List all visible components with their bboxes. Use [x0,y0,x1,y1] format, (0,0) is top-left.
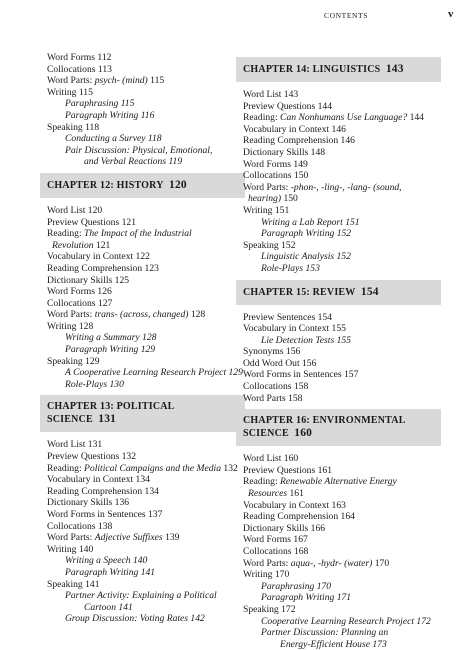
toc-entry-text: 161 [287,488,304,500]
toc-entry-text: 170 [372,557,390,569]
toc-entry: Paraphrasing 170 [261,580,332,592]
toc-entry: Lie Detection Tests 155 [261,334,351,346]
chapter-heading-line [243,427,435,440]
toc-entry-text: 128 [188,309,206,321]
toc-entry: Pair Discussion: Physical, Emotional, [65,144,213,156]
chapter-page-number: 154 [360,285,379,298]
toc-entry: Word Forms 167 [243,534,308,546]
toc-entry: Word Forms 149 [243,158,308,170]
toc-entry [40,309,245,321]
toc-entry: Writing 151 [243,204,290,216]
toc-entry: Writing a Lab Report 151 [261,216,360,228]
toc-entry [236,182,441,194]
toc-entry: Speaking 172 [243,603,296,615]
toc-entry: Linguistic Analysis 152 [261,251,351,263]
toc-entry [40,463,245,475]
toc-entry: Vocabulary in Context 134 [47,474,150,486]
toc-entry: Writing a Speech 140 [65,555,148,567]
toc-entry [40,228,245,240]
toc-entry-text: Reading: [47,228,85,240]
toc-entry-text: Word Parts: [243,557,291,569]
toc-entry: Preview Questions 132 [47,451,136,463]
toc-entry: Writing 128 [47,320,94,332]
toc-entry: Reading Comprehension 123 [47,262,159,274]
toc-entry-text: Word Parts: [243,181,291,193]
toc-entry: Partner Activity: Explaining a Political [65,590,217,602]
toc-entry: Speaking 118 [47,121,100,133]
toc-entry: Word List 131 [47,439,103,451]
toc-entry: Partner Discussion: Planning an [261,627,389,639]
toc-entry: Collocations 127 [47,297,113,309]
chapter-title: CHAPTER 15: REVIEW [243,286,356,298]
toc-entry: Vocabulary in Context 163 [243,499,346,511]
toc-entry-title: psych- (mind) [94,75,148,87]
toc-entry-title: The Impact of the Industrial [84,228,192,240]
chapter-heading [236,409,441,446]
toc-entry: Collocations 158 [243,381,309,393]
toc-entry: Speaking 141 [47,578,100,590]
toc-entry: Preview Questions 144 [243,100,332,112]
toc-entry: Paragraph Writing 152 [261,228,352,240]
chapter-heading [40,173,245,198]
toc-entry-text: Word Parts: [47,309,95,321]
toc-entry: Word Parts 158 [243,392,303,404]
chapter-title: CHAPTER 12: HISTORY [47,179,164,191]
toc-entry: Writing a Summary 128 [65,332,157,344]
toc-entry: Role-Plays 130 [65,378,124,390]
chapter-heading [40,395,245,432]
toc-entry: Word Forms in Sentences 157 [243,369,359,381]
chapter-page-number: 160 [294,427,313,440]
toc-entry: Preview Questions 161 [243,464,332,476]
toc-entry: Speaking 152 [243,239,296,251]
toc-entry: Collocations 150 [243,170,309,182]
toc-entry: Group Discussion: Voting Rates 142 [65,613,205,625]
chapter-title: CHAPTER 16: ENVIRONMENTAL [243,415,406,427]
toc-entry-text: Reading: [243,476,281,488]
toc-entry: Writing 140 [47,543,94,555]
toc-entry: Reading Comprehension 134 [47,485,159,497]
toc-entry: Dictionary Skills 136 [47,497,130,509]
toc-entry-title: trans- (across, changed) [94,309,189,321]
chapter-heading [236,280,441,305]
toc-entry-text: 139 [162,532,180,544]
toc-entry: Writing 170 [243,569,290,581]
chapter-title: CHAPTER 13: POLITICAL SCIENCE [47,401,174,426]
running-header-title: CONTENTS [324,11,368,20]
toc-entry: Vocabulary in Context 146 [243,123,346,135]
toc-entry-title: Political Campaigns and the Media [84,462,222,474]
toc-entry-text: Reading: [243,112,281,124]
toc-entry: Word Forms 112 [47,52,112,63]
toc-entry: Collocations 113 [47,63,112,75]
chapter-heading-line [243,63,435,76]
chapter-heading-line [47,179,239,192]
toc-entry: Word Forms 126 [47,286,112,298]
toc-entry: Dictionary Skills 125 [47,274,130,286]
toc-entry [236,112,441,124]
chapter-title: SCIENCE [243,428,289,440]
toc-entry: Cartoon 141 [84,601,133,613]
toc-entry-title: Revolution [52,239,94,251]
toc-entry: A Cooperative Learning Research Project 129 [65,367,243,379]
toc-entry-text: Word Parts: [47,532,95,544]
toc-entry-title: -phon-, -ling-, -lang- (sound, [290,181,402,193]
toc-entry: Dictionary Skills 166 [243,522,326,534]
toc-entry [40,240,245,252]
toc-entry: Writing 115 [47,86,93,98]
chapter-title: CHAPTER 14: LINGUISTICS [243,64,381,75]
toc-entry: Paragraph Writing 116 [65,109,155,121]
toc-entry-text: 144 [407,112,424,124]
toc-entry: Cooperative Learning Research Project 172 [261,615,431,627]
toc-entry-title: hearing) [248,193,282,205]
toc-entry: Preview Sentences 154 [243,311,332,323]
toc-entry: Dictionary Skills 148 [243,146,326,158]
toc-entry: Synonyms 156 [243,346,301,358]
toc-entry: Paragraph Writing 141 [65,566,156,578]
toc-entry [40,75,245,87]
toc-entry: Conducting a Survey 118 [65,133,162,145]
chapter-heading-line [243,286,435,299]
toc-entry: Word List 120 [47,204,103,216]
toc-entry-text: 121 [93,239,111,251]
toc-entry-title: Can Nonhumans Use Language? [280,112,408,124]
toc-entry: Paraphrasing 115 [65,98,135,110]
toc-left-column [40,52,245,625]
toc-entry-title: aqua-, -hydr- (water) [290,557,373,569]
toc-entry: Energy-Efficient House 173 [280,638,387,650]
chapter-heading-line [243,415,435,427]
toc-right-column [236,52,441,650]
toc-entry [236,476,441,488]
chapter-heading-line [47,401,239,426]
toc-entry [236,558,441,570]
toc-entry: Preview Questions 121 [47,216,136,228]
toc-entry: Speaking 129 [47,355,100,367]
toc-entry: Word List 143 [243,89,299,100]
chapter-page-number: 131 [98,413,117,426]
toc-entry-title: Adjective Suffixes [94,532,163,544]
toc-entry: Reading Comprehension 146 [243,135,355,147]
toc-entry-text: 150 [281,193,298,205]
toc-entry: Reading Comprehension 164 [243,511,355,523]
toc-entry: Word List 160 [243,453,299,465]
toc-entry-text: 115 [147,75,165,87]
toc-entry: Vocabulary in Context 155 [243,323,346,335]
toc-entry [236,488,441,500]
toc-entry: Word Forms in Sentences 137 [47,509,163,520]
page-number: v [448,8,454,20]
toc-entry [236,193,441,205]
toc-entry-text: 132 [221,462,238,474]
toc-entry [40,532,245,544]
toc-entry-title: Renewable Alternative Energy [280,476,397,488]
chapter-page-number: 120 [169,178,187,191]
toc-entry-title: Resources [248,488,288,500]
toc-entry: Odd Word Out 156 [243,357,317,369]
toc-entry-text: Word Parts: [47,75,95,87]
toc-entry: and Verbal Reactions 119 [84,156,183,168]
toc-entry: Paragraph Writing 129 [65,344,156,356]
toc-entry: Vocabulary in Context 122 [47,251,150,263]
toc-entry: Role-Plays 153 [261,262,320,274]
toc-entry: Collocations 168 [243,546,309,557]
chapter-heading [236,57,441,82]
chapter-page-number: 143 [385,63,404,75]
toc-entry-text: Reading: [47,462,85,474]
toc-entry: Collocations 138 [47,520,113,532]
toc-entry: Paragraph Writing 171 [261,592,352,604]
